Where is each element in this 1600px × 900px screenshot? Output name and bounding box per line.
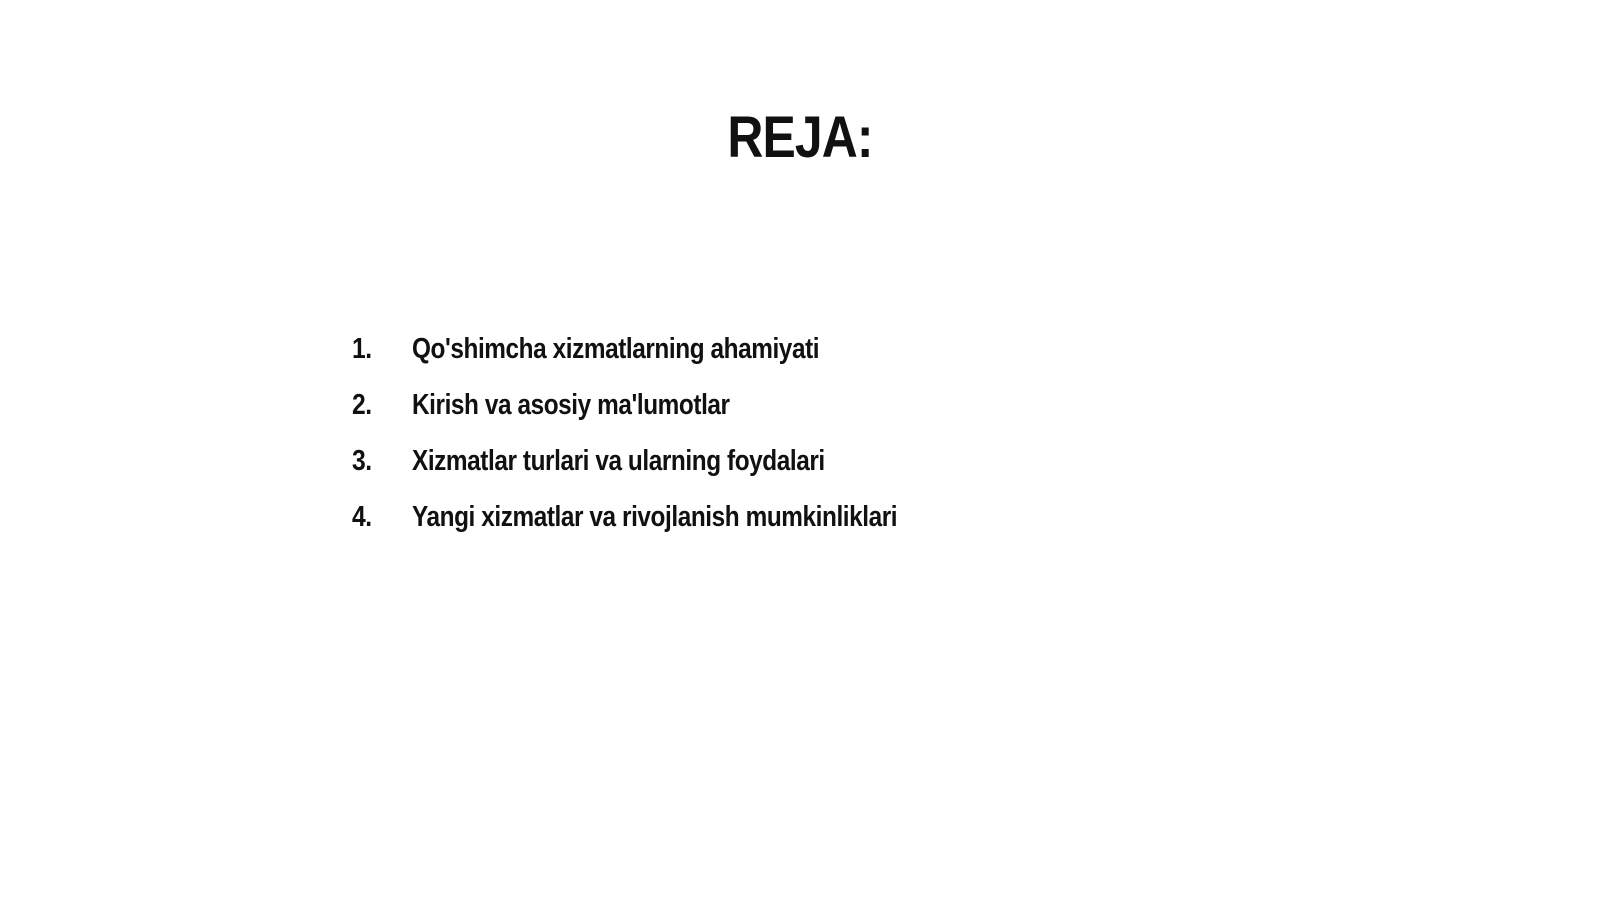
plan-list-item: [352, 443, 990, 499]
plan-item-number: 1.: [352, 333, 372, 365]
plan-item-number: 2.: [352, 389, 372, 421]
plan-list-item: [352, 387, 990, 443]
plan-list-item: [352, 499, 990, 555]
plan-item-text: Qo'shimcha xizmatlarning ahamiyati: [412, 333, 820, 365]
plan-item-text: Xizmatlar turlari va ularning foydalari: [412, 445, 825, 477]
plan-item-text: Kirish va asosiy ma'lumotlar: [412, 389, 730, 421]
plan-item-number: 3.: [352, 445, 372, 477]
plan-item-number: 4.: [352, 501, 372, 533]
plan-list: [352, 331, 990, 555]
plan-item-text: Yangi xizmatlar va rivojlanish mumkinliklari: [412, 501, 898, 533]
slide-title: REJA:: [727, 105, 873, 170]
plan-list-item: [352, 331, 990, 387]
